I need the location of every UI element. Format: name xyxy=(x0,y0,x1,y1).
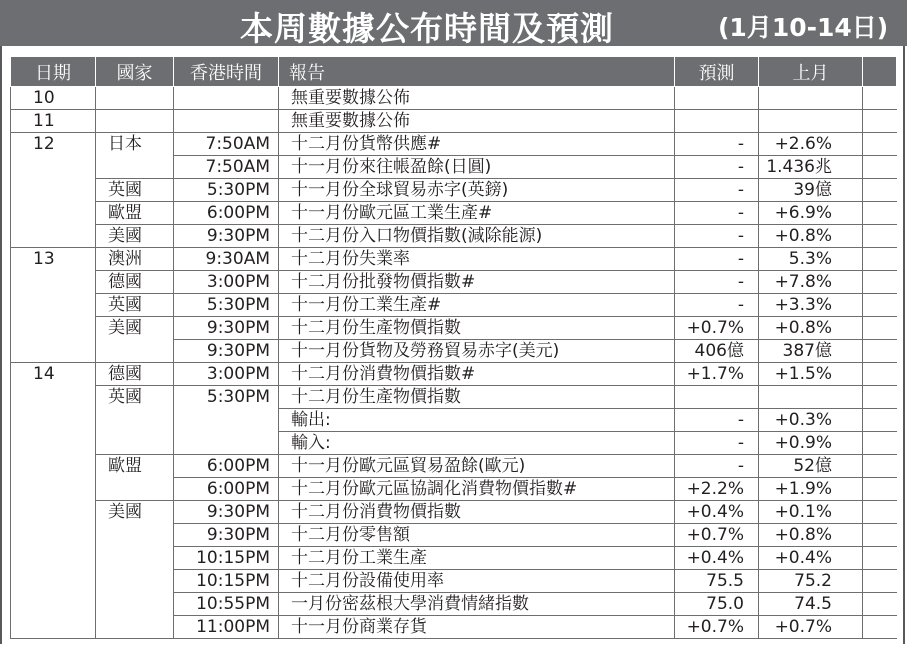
cell-time xyxy=(174,87,279,110)
cell-country xyxy=(96,593,174,616)
header-country: 國家 xyxy=(96,57,174,87)
cell-previous: +0.7% xyxy=(759,616,863,639)
cell-previous: +0.3% xyxy=(759,409,863,432)
cell-day: 12 xyxy=(11,133,96,156)
cell-time xyxy=(174,110,279,133)
cell-day xyxy=(11,179,96,202)
cell-report: 十二月份歐元區協調化消費物價指數# xyxy=(279,478,675,501)
cell-report: 十二月份設備使用率 xyxy=(279,570,675,593)
cell-country: 德國 xyxy=(96,271,174,294)
cell-day xyxy=(11,202,96,225)
cell-report: 十二月份零售額 xyxy=(279,524,675,547)
cell-day xyxy=(11,294,96,317)
cell-blank xyxy=(863,179,897,202)
cell-time: 3:00PM xyxy=(174,363,279,386)
cell-forecast: 75.5 xyxy=(675,570,759,593)
cell-forecast: +0.7% xyxy=(675,317,759,340)
cell-previous: +0.9% xyxy=(759,432,863,455)
cell-blank xyxy=(863,455,897,478)
cell-forecast: +0.4% xyxy=(675,547,759,570)
cell-time: 5:30PM xyxy=(174,386,279,409)
cell-previous xyxy=(759,87,863,110)
cell-report: 十一月份全球貿易赤字(英鎊) xyxy=(279,179,675,202)
cell-blank xyxy=(863,271,897,294)
cell-forecast: - xyxy=(675,133,759,156)
cell-blank xyxy=(863,432,897,455)
cell-country xyxy=(96,87,174,110)
cell-country: 澳洲 xyxy=(96,248,174,271)
cell-previous: 5.3% xyxy=(759,248,863,271)
cell-blank xyxy=(863,616,897,639)
cell-blank xyxy=(863,478,897,501)
header-time: 香港時間 xyxy=(174,57,279,87)
cell-time: 6:00PM xyxy=(174,478,279,501)
cell-country: 歐盟 xyxy=(96,455,174,478)
table-row xyxy=(11,478,897,501)
cell-blank xyxy=(863,409,897,432)
schedule-table xyxy=(10,56,897,639)
cell-blank xyxy=(863,524,897,547)
cell-country: 英國 xyxy=(96,179,174,202)
cell-blank xyxy=(863,340,897,363)
cell-forecast: +0.7% xyxy=(675,616,759,639)
table-row xyxy=(11,570,897,593)
cell-report: 十一月份商業存貨 xyxy=(279,616,675,639)
cell-day xyxy=(11,547,96,570)
cell-previous: 39億 xyxy=(759,179,863,202)
cell-previous: 387億 xyxy=(759,340,863,363)
cell-day: 13 xyxy=(11,248,96,271)
cell-previous xyxy=(759,110,863,133)
cell-previous: 75.2 xyxy=(759,570,863,593)
cell-day xyxy=(11,501,96,524)
cell-day xyxy=(11,156,96,179)
cell-blank xyxy=(863,593,897,616)
cell-previous: +7.8% xyxy=(759,271,863,294)
cell-day xyxy=(11,616,96,639)
cell-country: 美國 xyxy=(96,225,174,248)
header-row xyxy=(11,57,897,87)
cell-time: 5:30PM xyxy=(174,179,279,202)
cell-blank xyxy=(863,547,897,570)
cell-previous: +0.8% xyxy=(759,317,863,340)
cell-previous: +0.8% xyxy=(759,524,863,547)
cell-blank xyxy=(863,501,897,524)
cell-blank xyxy=(863,570,897,593)
cell-report: 十二月份入口物價指數(減除能源) xyxy=(279,225,675,248)
table-row xyxy=(11,593,897,616)
cell-day xyxy=(11,432,96,455)
cell-time: 9:30PM xyxy=(174,501,279,524)
cell-report: 十二月份貨幣供應# xyxy=(279,133,675,156)
cell-report: 十一月份工業生產# xyxy=(279,294,675,317)
table-row xyxy=(11,455,897,478)
cell-forecast: - xyxy=(675,179,759,202)
cell-blank xyxy=(863,294,897,317)
cell-forecast: - xyxy=(675,225,759,248)
cell-previous: 52億 xyxy=(759,455,863,478)
cell-country xyxy=(96,570,174,593)
cell-report: 無重要數據公佈 xyxy=(279,110,675,133)
cell-forecast xyxy=(675,87,759,110)
cell-forecast: +0.7% xyxy=(675,524,759,547)
cell-time: 9:30PM xyxy=(174,225,279,248)
table-row xyxy=(11,133,897,156)
cell-country: 歐盟 xyxy=(96,202,174,225)
cell-blank xyxy=(863,317,897,340)
cell-blank xyxy=(863,225,897,248)
cell-day xyxy=(11,409,96,432)
cell-report: 十一月份歐元區貿易盈餘(歐元) xyxy=(279,455,675,478)
cell-report: 十二月份批發物價指數# xyxy=(279,271,675,294)
cell-country: 德國 xyxy=(96,363,174,386)
cell-forecast: - xyxy=(675,294,759,317)
cell-time: 10:55PM xyxy=(174,593,279,616)
cell-day xyxy=(11,570,96,593)
cell-time: 9:30PM xyxy=(174,317,279,340)
cell-time: 9:30AM xyxy=(174,248,279,271)
cell-forecast: - xyxy=(675,271,759,294)
header-forecast: 預測 xyxy=(675,57,759,87)
cell-report: 十一月份歐元區工業生產# xyxy=(279,202,675,225)
cell-blank xyxy=(863,87,897,110)
cell-time: 5:30PM xyxy=(174,294,279,317)
cell-forecast: - xyxy=(675,455,759,478)
cell-blank xyxy=(863,386,897,409)
cell-previous: 74.5 xyxy=(759,593,863,616)
table-row xyxy=(11,547,897,570)
table-row xyxy=(11,248,897,271)
cell-report: 十一月份貨物及勞務貿易赤字(美元) xyxy=(279,340,675,363)
cell-country xyxy=(96,616,174,639)
cell-report: 十二月份生產物價指數 xyxy=(279,317,675,340)
cell-report: 輸入: xyxy=(279,432,675,455)
table-row xyxy=(11,317,897,340)
cell-country xyxy=(96,547,174,570)
cell-time: 6:00PM xyxy=(174,455,279,478)
cell-country: 美國 xyxy=(96,501,174,524)
cell-time: 7:50AM xyxy=(174,133,279,156)
table-row xyxy=(11,340,897,363)
cell-day xyxy=(11,524,96,547)
cell-report: 十二月份消費物價指數# xyxy=(279,363,675,386)
cell-forecast: - xyxy=(675,202,759,225)
cell-forecast: +0.4% xyxy=(675,501,759,524)
cell-previous: +0.4% xyxy=(759,547,863,570)
cell-time xyxy=(174,432,279,455)
cell-time: 6:00PM xyxy=(174,202,279,225)
cell-country: 日本 xyxy=(96,133,174,156)
cell-previous: +3.3% xyxy=(759,294,863,317)
cell-country: 英國 xyxy=(96,386,174,409)
cell-blank xyxy=(863,248,897,271)
cell-country: 美國 xyxy=(96,317,174,340)
cell-previous: +1.5% xyxy=(759,363,863,386)
cell-day xyxy=(11,386,96,409)
table-row xyxy=(11,363,897,386)
table-row xyxy=(11,179,897,202)
cell-country xyxy=(96,524,174,547)
cell-time: 10:15PM xyxy=(174,570,279,593)
cell-previous: 1.436兆 xyxy=(759,156,863,179)
cell-time: 11:00PM xyxy=(174,616,279,639)
cell-forecast xyxy=(675,386,759,409)
header-blank xyxy=(863,57,897,87)
table-row xyxy=(11,386,897,409)
cell-forecast: - xyxy=(675,156,759,179)
cell-country xyxy=(96,409,174,432)
cell-time: 7:50AM xyxy=(174,156,279,179)
cell-day: 10 xyxy=(11,87,96,110)
cell-report: 輸出: xyxy=(279,409,675,432)
header-previous: 上月 xyxy=(759,57,863,87)
cell-forecast: - xyxy=(675,248,759,271)
cell-time: 9:30PM xyxy=(174,340,279,363)
cell-forecast: 75.0 xyxy=(675,593,759,616)
cell-country xyxy=(96,340,174,363)
cell-previous: +6.9% xyxy=(759,202,863,225)
cell-day xyxy=(11,478,96,501)
cell-previous: +2.6% xyxy=(759,133,863,156)
date-range: (1月10-14日) xyxy=(718,13,889,42)
table-row xyxy=(11,409,897,432)
cell-country xyxy=(96,478,174,501)
cell-report: 十二月份生產物價指數 xyxy=(279,386,675,409)
table-row xyxy=(11,271,897,294)
cell-report: 一月份密茲根大學消費情緒指數 xyxy=(279,593,675,616)
cell-day xyxy=(11,271,96,294)
cell-country xyxy=(96,156,174,179)
cell-time: 9:30PM xyxy=(174,524,279,547)
cell-forecast xyxy=(675,110,759,133)
table-row xyxy=(11,616,897,639)
table-row xyxy=(11,432,897,455)
cell-blank xyxy=(863,202,897,225)
cell-blank xyxy=(863,363,897,386)
cell-time xyxy=(174,409,279,432)
cell-previous: +0.1% xyxy=(759,501,863,524)
cell-report: 十二月份消費物價指數 xyxy=(279,501,675,524)
cell-previous xyxy=(759,386,863,409)
cell-country xyxy=(96,432,174,455)
cell-day xyxy=(11,593,96,616)
cell-time: 10:15PM xyxy=(174,547,279,570)
cell-report: 無重要數據公佈 xyxy=(279,87,675,110)
cell-forecast: +2.2% xyxy=(675,478,759,501)
cell-blank xyxy=(863,110,897,133)
table-row xyxy=(11,110,897,133)
header-report: 報告 xyxy=(279,57,675,87)
cell-blank xyxy=(863,156,897,179)
cell-day xyxy=(11,340,96,363)
cell-day: 11 xyxy=(11,110,96,133)
cell-time: 3:00PM xyxy=(174,271,279,294)
table-row xyxy=(11,501,897,524)
table-row xyxy=(11,225,897,248)
cell-forecast: - xyxy=(675,432,759,455)
table-row xyxy=(11,202,897,225)
page-title: 本周數據公布時間及預測 xyxy=(240,9,614,48)
cell-day xyxy=(11,225,96,248)
table-row xyxy=(11,156,897,179)
cell-forecast: 406億 xyxy=(675,340,759,363)
cell-day: 14 xyxy=(11,363,96,386)
table-row xyxy=(11,294,897,317)
cell-forecast: - xyxy=(675,409,759,432)
header-day: 日期 xyxy=(11,57,96,87)
cell-previous: +1.9% xyxy=(759,478,863,501)
cell-forecast: +1.7% xyxy=(675,363,759,386)
cell-day xyxy=(11,455,96,478)
title-bar xyxy=(0,0,907,46)
cell-blank xyxy=(863,133,897,156)
table-row xyxy=(11,87,897,110)
cell-country xyxy=(96,110,174,133)
cell-report: 十二月份工業生產 xyxy=(279,547,675,570)
cell-report: 十二月份失業率 xyxy=(279,248,675,271)
cell-country: 英國 xyxy=(96,294,174,317)
cell-previous: +0.8% xyxy=(759,225,863,248)
cell-report: 十一月份來往帳盈餘(日圓) xyxy=(279,156,675,179)
cell-day xyxy=(11,317,96,340)
table-row xyxy=(11,524,897,547)
